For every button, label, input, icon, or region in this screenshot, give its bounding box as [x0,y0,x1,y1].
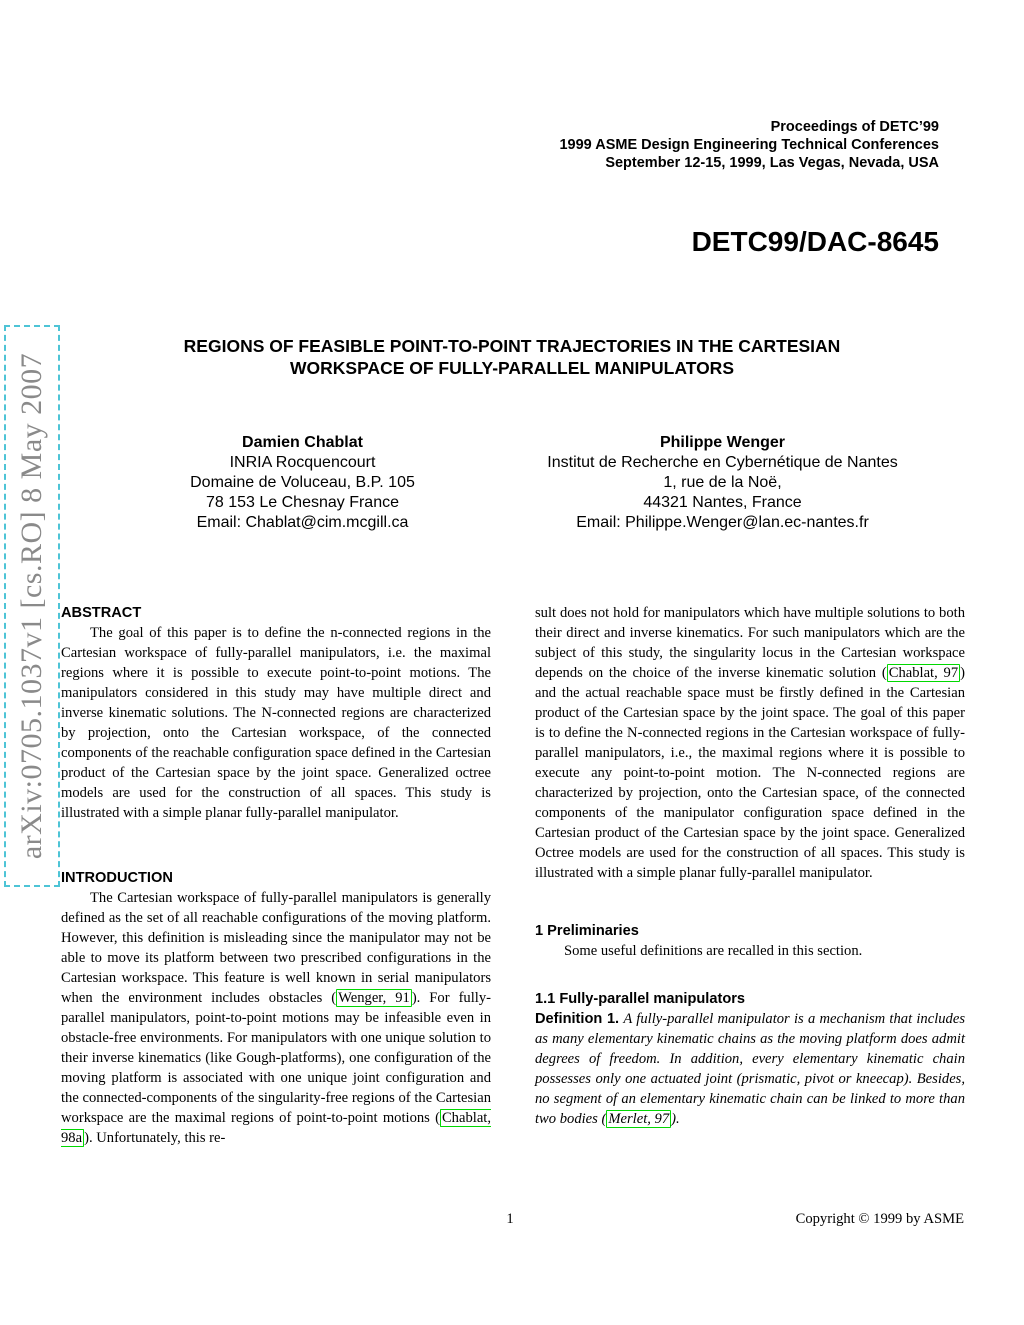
left-column [61,603,491,1148]
intro-part-2: ). For fully-parallel manipulators, point-to-point motions may be infeasible even in obstacle-free environments. For manipulators with one unique solution to their inverse kinematics (like Gough-platforms), one configuration of the moving platform is associated with one unique joint configuration and the connected-components of the singularity-free regions of the Cartesian workspace are the maximal regions of point-to-point motions ( [61,990,491,1126]
author-city: 44321 Nantes, France [643,494,802,511]
citation-chablat-98a[interactable]: Chablat, 98a [61,1110,491,1146]
definition-text: A fully-parallel manipulator is a mechanism that includes as many elementary kinematic chains as the moving platform does admit degrees of freedom. In addition, every elementary kinematic chain possesses only one actuated joint (prismatic, pivot or kneecap). Besides, no segment of an elementary kinematic chain can be linked to more than two bodies ( [535,1011,966,1127]
arxiv-stamp [4,325,60,887]
proceedings-line-2: 1999 ASME Design Engineering Technical Conferences [559,137,939,153]
arxiv-stamp-text: arXiv:0705.1037v1 [cs.RO] 8 May 2007 [15,352,48,860]
paper-title [100,335,924,379]
intro-part-3-end: sult does not hold for manipulators which have multiple solutions to both their direct and inverse kinematics. For such manipulators which are the subject of this study, the singularity locus in the Cartesian workspace depends on the choice of the inverse kinematic solution ( [535,605,965,681]
title-line-2: WORKSPACE OF FULLY-PARALLEL MANIPULATORS [290,358,734,378]
abstract-heading: ABSTRACT [61,605,142,621]
introduction-heading: INTRODUCTION [61,870,173,886]
proceedings-line-3: September 12-15, 1999, Las Vegas, Nevada, USA [605,155,939,171]
intro-part-4: ) and the actual reachable space must be firstly defined in the Cartesian product of the Cartesian space by the joint space. The goal of this paper is to define the N-connected regions in the Cartesian workspace of fully-parallel manipulators, i.e., the maximal regions where it is possible to execute any point-to-point motion. The N-connected regions are characterized by projection, onto the Cartesian space, of the connected components of the manipulator configuration space defined in the Cartesian product of the Cartesian space by the joint space. Generalized Octree models are used for the construction of all spaces. This study is illustrated with a simple planar fully-parallel manipulator. [535,665,965,881]
intro-part-1: The Cartesian workspace of fully-parallel manipulators is generally defined as the set of all reachable configurations of the moving platform. However, this definition is misleading since the manipulator may not be able to move its platform between two prescribed configurations in the Cartesian workspace. This feature is well known in serial manipulators when the environment includes obstacles ( [61,890,491,1006]
copyright-notice: Copyright © 1999 by ASME [795,1211,964,1227]
author-email[interactable]: Email: Philippe.Wenger@lan.ec-nantes.fr [576,514,869,531]
author-email[interactable]: Email: Chablat@cim.mcgill.ca [196,514,409,531]
proceedings-line-1: Proceedings of DETC’99 [770,119,939,135]
author-city: 78 153 Le Chesnay France [205,494,399,511]
author-address: Domaine de Voluceau, B.P. 105 [190,474,415,491]
author-name: Damien Chablat [242,434,363,451]
intro-part-3-start: ). Unfortunately, this re- [84,1130,226,1146]
author-affiliation: Institut de Recherche en Cybernétique de Nantes [547,454,898,471]
subsection-heading: 1.1 Fully-parallel manipulators [535,991,746,1007]
citation-wenger-91[interactable]: Wenger, 91 [338,990,410,1006]
author-name: Philippe Wenger [659,434,786,451]
definition-label: Definition 1. [535,1011,620,1027]
definition-1 [535,1009,965,1129]
introduction-text-right [535,603,965,883]
author-address: 1, rue de la Noë, [663,474,782,491]
paper-id: DETC99/DAC-8645 [691,226,939,257]
citation-merlet-97[interactable]: Merlet, 97 [608,1111,670,1127]
introduction-text-left [61,888,491,1148]
author-block-2 [520,433,925,533]
preliminaries-heading: 1 Preliminaries [535,923,639,939]
preliminaries-text: Some useful definitions are recalled in this section. [564,943,863,959]
author-block-1 [160,433,445,533]
definition-end: ). [671,1111,680,1127]
abstract-text: The goal of this paper is to define the n-connected regions in the Cartesian workspace of fully-parallel manipulators, i.e. the maximal regions where it is possible to execute point-to-point motions. The manipulators considered in this study may have multiple direct and inverse kinematic solutions. The N-connected regions are characterized by projection, onto the Cartesian workspace, of the connected components of the reachable configuration space defined in the Cartesian product of the Cartesian space by the joint space. Generalized octree models are used for the construction of all spaces. This study is illustrated with a simple planar fully-parallel manipulator. [61,625,491,821]
page-number: 1 [506,1211,514,1227]
citation-chablat-97[interactable]: Chablat, 97 [888,665,959,681]
right-column [535,603,965,1129]
proceedings-header [559,118,939,172]
title-line-1: REGIONS OF FEASIBLE POINT-TO-POINT TRAJECTORIES IN THE CARTESIAN [183,336,841,356]
author-affiliation: INRIA Rocquencourt [229,454,376,471]
